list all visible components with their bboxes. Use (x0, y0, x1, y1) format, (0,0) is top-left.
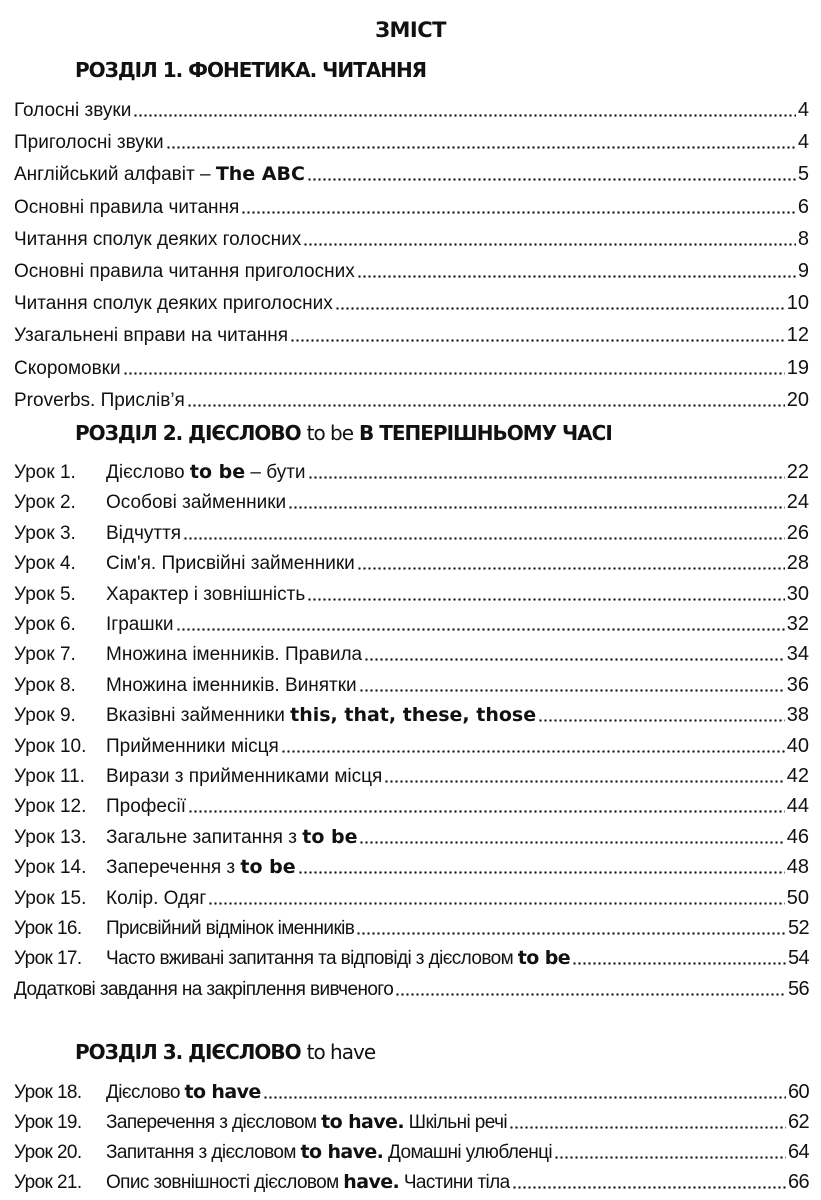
entry-title-text: Особові займенники (106, 492, 287, 514)
lesson-number: Урок 17. (14, 948, 82, 970)
page-number: 52 (787, 917, 809, 939)
entry-title-english: to have. (321, 1111, 404, 1133)
entry-title (14, 163, 305, 186)
page-number: 60 (787, 1081, 809, 1103)
entry-title-text: Професії (106, 796, 186, 818)
dot-leader (572, 962, 786, 965)
entry-title (106, 492, 286, 514)
page-number: 4 (797, 131, 809, 154)
page-number: 20 (786, 388, 809, 411)
toc-entry[interactable] (14, 578, 809, 606)
entry-title-text: Характер і зовнішність (106, 583, 306, 605)
entry-title-text: Опис зовнішності дієсловом (106, 1172, 344, 1193)
lesson-number: Урок 18. (14, 1082, 82, 1103)
entry-title-text: Читання сполук деяких голосних (14, 228, 302, 250)
dot-leader (133, 114, 796, 117)
entry-title-text: Загальне запитання з (106, 826, 303, 848)
toc-entry[interactable] (14, 851, 809, 879)
page-number: 24 (786, 491, 809, 514)
dot-leader (357, 275, 796, 278)
dot-leader (335, 307, 785, 310)
entry-title-english: to be (302, 825, 358, 848)
toc-entry[interactable] (14, 760, 809, 788)
entry-title-text: Основні правила читання приголосних (14, 261, 355, 282)
page-number: 46 (786, 825, 809, 848)
lesson-number: Урок 13. (14, 826, 87, 848)
entry-title-text: Приголосні звуки (14, 132, 164, 154)
toc-entry[interactable] (14, 882, 809, 910)
entry-title-text: Запитання з дієсловом (106, 1142, 301, 1163)
entry-title-text: Вирази з прийменниками місця (106, 766, 383, 787)
dot-leader (188, 810, 785, 813)
toc-entry[interactable] (14, 94, 809, 122)
toc-entry[interactable] (14, 223, 809, 251)
entry-title (106, 704, 536, 727)
page-number: 19 (786, 356, 809, 379)
dot-leader (303, 243, 796, 246)
entry-title-english: to be (517, 947, 570, 970)
entry-title-text: Іграшки (106, 614, 174, 635)
section-heading-part: В ТЕПЕРІШНЬОМУ ЧАСІ (353, 421, 612, 445)
toc-entry[interactable] (14, 319, 809, 347)
page-number: 8 (797, 227, 809, 250)
toc-entry[interactable] (14, 1166, 809, 1194)
dot-leader (298, 871, 785, 874)
toc-entry[interactable] (14, 821, 809, 849)
dot-leader (359, 689, 785, 692)
entry-title-english: to be (189, 461, 246, 483)
lesson-number: Урок 12. (14, 796, 87, 818)
page-number: 32 (786, 613, 809, 635)
lesson-number: Урок 7. (14, 644, 76, 666)
entry-title-text: Прийменники місця (106, 735, 279, 757)
entry-title-english: this, that, these, those (290, 704, 537, 727)
lesson-number: Урок 3. (14, 522, 76, 544)
dot-leader (364, 658, 785, 661)
dot-leader (307, 598, 785, 601)
toc-entry[interactable] (14, 191, 809, 219)
entry-title-text: Колір. Одяг (106, 887, 207, 909)
toc-entry[interactable] (14, 790, 809, 818)
entry-title-text: – бути (245, 462, 306, 483)
dot-leader (187, 404, 785, 407)
toc-entry[interactable] (14, 1076, 809, 1104)
page-number: 66 (787, 1171, 809, 1193)
toc-entry[interactable] (14, 942, 809, 970)
entry-title-text: Дієслово (106, 1082, 185, 1103)
page-number: 4 (797, 99, 809, 121)
page-number: 10 (786, 292, 809, 315)
entry-title-english: to have. (300, 1141, 384, 1163)
entry-title (106, 796, 186, 818)
page-number: 48 (786, 856, 809, 879)
lesson-number: Урок 11. (14, 766, 85, 787)
toc-entry[interactable] (14, 126, 809, 154)
entry-title-text: Відчуття (106, 522, 182, 544)
entry-title (106, 644, 362, 666)
toc-entry[interactable] (14, 255, 809, 283)
toc-entry[interactable] (14, 730, 809, 758)
dot-leader (509, 1126, 786, 1129)
entry-title (106, 766, 382, 788)
entry-title-text: Дієслово (106, 462, 190, 483)
entry-title (106, 1081, 261, 1104)
entry-title (14, 325, 288, 347)
entry-title-text: Заперечення з дієсловом (106, 1112, 322, 1133)
lesson-number: Урок 8. (14, 674, 76, 696)
page-number: 50 (786, 886, 809, 909)
entry-title (106, 523, 181, 545)
entry-title (14, 358, 121, 380)
page-number: 38 (786, 704, 809, 727)
page-number: 62 (787, 1111, 809, 1133)
dot-leader (123, 372, 785, 375)
entry-title (106, 856, 296, 879)
toc-entry[interactable] (14, 547, 809, 575)
lesson-number: Урок 16. (14, 918, 82, 939)
lesson-number: Урок 5. (14, 583, 76, 605)
section-heading (75, 421, 612, 445)
entry-title-text: Множина іменників. Винятки (106, 674, 357, 696)
page-number: 30 (786, 582, 809, 605)
page-number: 6 (797, 195, 809, 218)
dot-leader (183, 537, 785, 540)
entry-title (106, 1111, 507, 1134)
entry-title (14, 100, 131, 122)
toc-entry[interactable] (14, 352, 809, 380)
entry-title (14, 261, 355, 283)
entry-title (106, 1171, 510, 1194)
page-title: ЗМІСТ (375, 18, 446, 42)
toc-entry[interactable] (14, 973, 809, 1001)
entry-title-text: Читання сполук деяких приголосних (14, 293, 333, 315)
entry-title (14, 229, 301, 251)
lesson-number: Урок 14. (14, 857, 87, 879)
entry-title (106, 826, 357, 849)
page-number: 9 (797, 260, 809, 282)
entry-title-text: Присвійний відмінок іменників (106, 918, 355, 939)
toc-entry[interactable] (14, 669, 809, 697)
entry-title (106, 553, 355, 575)
lesson-number: Урок 19. (14, 1112, 82, 1133)
dot-leader (166, 146, 796, 149)
lesson-number: Урок 21. (14, 1172, 82, 1193)
toc-entry[interactable] (14, 158, 809, 186)
entry-title-text: Домашні улюбленці (383, 1142, 553, 1163)
entry-title (106, 888, 206, 910)
toc-entry[interactable] (14, 1106, 809, 1134)
entry-title-text: Вказівні займенники (106, 705, 291, 727)
toc-entry[interactable] (14, 486, 809, 514)
toc-entry[interactable] (14, 1136, 809, 1164)
page-number: 26 (786, 521, 809, 544)
dot-leader (281, 750, 785, 753)
toc-entry[interactable] (14, 638, 809, 666)
dot-leader (359, 841, 784, 844)
lesson-number: Урок 15. (14, 887, 87, 909)
entry-title (106, 736, 279, 758)
section-heading-english: to be (306, 421, 354, 445)
entry-title (14, 132, 164, 154)
entry-title-text: Частини тіла (399, 1172, 510, 1193)
entry-title-english: have. (343, 1171, 400, 1193)
lesson-number: Урок 4. (14, 553, 76, 575)
entry-title (106, 918, 354, 940)
entry-title-text: Сім'я. Присвійні займенники (106, 553, 355, 575)
entry-title-english: The ABC (215, 163, 305, 186)
section-heading (75, 1040, 375, 1064)
page-number: 40 (786, 734, 809, 757)
page-number: 28 (786, 552, 809, 575)
entry-title-text: Proverbs. Прислів’я (14, 389, 185, 411)
dot-leader (357, 567, 785, 570)
toc-entry[interactable] (14, 699, 809, 727)
section-heading-part: РОЗДІЛ 2. ДІЄСЛОВО (75, 421, 307, 445)
dot-leader (208, 902, 784, 905)
entry-title (14, 197, 239, 219)
page-number: 54 (787, 947, 809, 970)
lesson-number: Урок 20. (14, 1142, 82, 1163)
page-number: 34 (786, 643, 809, 666)
entry-title-text: Основні правила читання (14, 196, 240, 218)
dot-leader (554, 1156, 786, 1159)
dot-leader (263, 1096, 786, 1099)
section-heading-part: РОЗДІЛ 3. ДІЄСЛОВО (75, 1040, 307, 1064)
dot-leader (512, 1186, 786, 1189)
toc-entry[interactable] (14, 287, 809, 315)
page-number: 22 (786, 461, 809, 483)
entry-title (106, 1141, 552, 1164)
section-heading-english: to have (306, 1040, 376, 1064)
entry-title-text: Додаткові завдання на закріплення вивченого (14, 978, 394, 1000)
dot-leader (290, 339, 785, 342)
dot-leader (356, 932, 786, 935)
entry-title (106, 675, 357, 697)
lesson-number: Урок 10. (14, 735, 87, 757)
dot-leader (538, 719, 785, 722)
lesson-number: Урок 9. (14, 705, 76, 727)
dot-leader (384, 780, 784, 783)
entry-title (106, 461, 306, 484)
dot-leader (395, 993, 786, 996)
entry-title-english: to be (240, 856, 296, 879)
entry-title-english: to have (184, 1081, 261, 1103)
page-number: 44 (786, 795, 809, 818)
dot-leader (288, 506, 785, 509)
entry-title (14, 293, 333, 315)
toc-entry[interactable] (14, 912, 809, 940)
lesson-number: Урок 1. (14, 462, 76, 483)
entry-title-text: Шкільні речі (403, 1112, 507, 1133)
page-number: 12 (786, 324, 809, 347)
lesson-number: Урок 2. (14, 492, 76, 514)
entry-title-text: Англійський алфавіт – (14, 164, 216, 186)
entry-title (14, 979, 393, 1001)
dot-leader (308, 476, 785, 479)
toc-entry[interactable] (14, 517, 809, 545)
lesson-number: Урок 6. (14, 614, 76, 635)
toc-entry[interactable] (14, 456, 809, 484)
entry-title-text: Множина іменників. Правила (106, 644, 363, 666)
section-heading: РОЗДІЛ 1. ФОНЕТИКА. ЧИТАННЯ (75, 58, 427, 82)
page-number: 42 (786, 765, 809, 787)
toc-entry[interactable] (14, 608, 809, 636)
entry-title-text: Узагальнені вправи на читання (14, 325, 289, 347)
page-number: 56 (787, 977, 809, 1000)
entry-title (106, 947, 570, 970)
entry-title-text: Скоромовки (14, 357, 121, 379)
dot-leader (241, 211, 796, 214)
dot-leader (307, 178, 796, 181)
entry-title (106, 584, 305, 606)
entry-title-text: Голосні звуки (14, 100, 132, 121)
dot-leader (176, 628, 785, 631)
page-number: 64 (787, 1141, 809, 1163)
entry-title (14, 390, 185, 412)
toc-entry[interactable] (14, 384, 809, 412)
entry-title (106, 614, 174, 636)
entry-title-text: Часто вживані запитання та відповіді з дієсловом (106, 948, 518, 970)
page-number: 36 (786, 673, 809, 696)
page-number: 5 (797, 163, 809, 186)
entry-title-text: Заперечення з (106, 857, 241, 879)
